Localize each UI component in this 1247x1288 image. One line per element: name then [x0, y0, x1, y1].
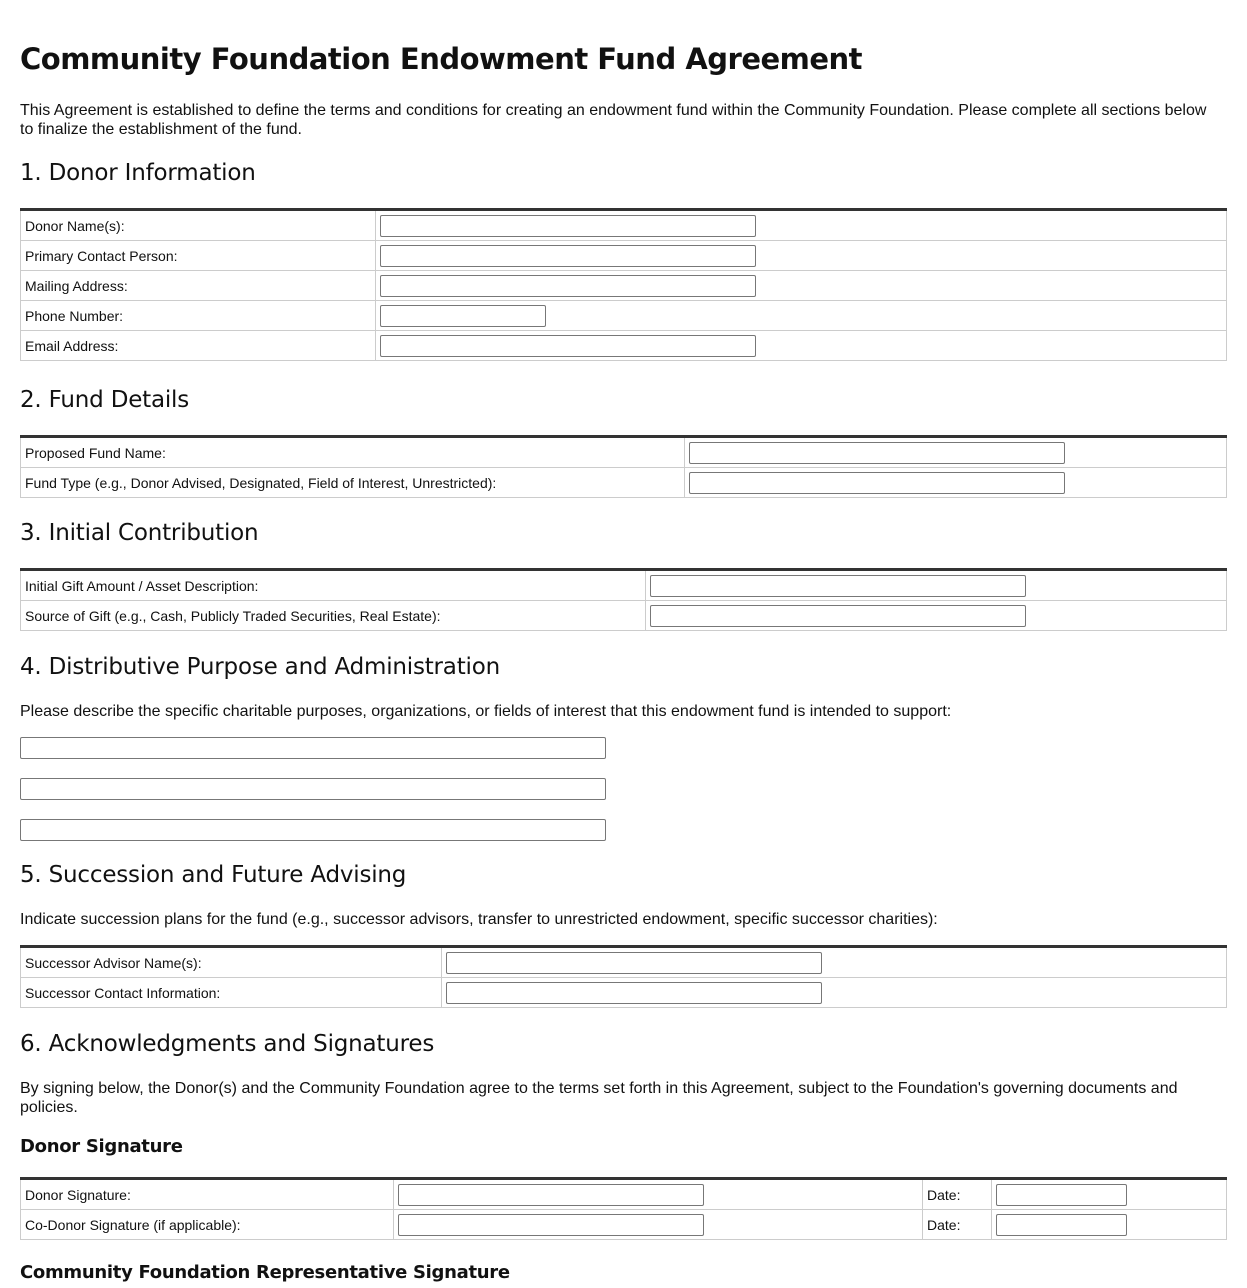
- date-label: Date:: [923, 1179, 992, 1210]
- phone-number-input[interactable]: [380, 305, 546, 327]
- table-row: [21, 437, 1227, 468]
- donor-info-table: [20, 208, 1227, 361]
- donor-name-input[interactable]: [380, 215, 756, 237]
- table-row: [21, 468, 1227, 498]
- table-row: [21, 301, 1227, 331]
- table-row: [21, 978, 1227, 1008]
- field-label: Successor Contact Information:: [21, 978, 442, 1008]
- primary-contact-input[interactable]: [380, 245, 756, 267]
- fund-name-input[interactable]: [689, 442, 1065, 464]
- table-row: [21, 1210, 1227, 1240]
- field-label: Primary Contact Person:: [21, 241, 376, 271]
- field-label: Mailing Address:: [21, 271, 376, 301]
- gift-source-input[interactable]: [650, 605, 1026, 627]
- succession-description: Indicate succession plans for the fund (e.g., successor advisors, transfer to unrestricted endowment, specific successor charities):: [20, 911, 938, 928]
- succession-table: [20, 945, 1227, 1008]
- donor-signature-input[interactable]: [398, 1184, 704, 1206]
- purpose-line-1-input[interactable]: [20, 737, 606, 759]
- section-heading-signatures: 6. Acknowledgments and Signatures: [20, 1031, 435, 1057]
- table-row: [21, 210, 1227, 241]
- purpose-line-2-input[interactable]: [20, 778, 606, 800]
- table-row: [21, 601, 1227, 631]
- table-row: [21, 1179, 1227, 1210]
- field-label: Fund Type (e.g., Donor Advised, Designated, Field of Interest, Unrestricted):: [21, 468, 685, 498]
- section-heading-succession: 5. Succession and Future Advising: [20, 862, 407, 888]
- field-label: Proposed Fund Name:: [21, 437, 685, 468]
- donor-signature-heading: Donor Signature: [20, 1136, 183, 1157]
- mailing-address-input[interactable]: [380, 275, 756, 297]
- co-donor-date-input[interactable]: [996, 1214, 1127, 1236]
- field-label: Phone Number:: [21, 301, 376, 331]
- donor-date-input[interactable]: [996, 1184, 1127, 1206]
- table-row: [21, 271, 1227, 301]
- field-label: Source of Gift (e.g., Cash, Publicly Traded Securities, Real Estate):: [21, 601, 646, 631]
- email-address-input[interactable]: [380, 335, 756, 357]
- purpose-line-3-input[interactable]: [20, 819, 606, 841]
- field-label: Email Address:: [21, 331, 376, 361]
- table-row: [21, 241, 1227, 271]
- successor-advisor-input[interactable]: [446, 952, 822, 974]
- section-heading-purpose: 4. Distributive Purpose and Administration: [20, 654, 500, 680]
- field-label: Initial Gift Amount / Asset Description:: [21, 570, 646, 601]
- signature-table: [20, 1177, 1227, 1240]
- date-label: Date:: [923, 1210, 992, 1240]
- section-heading-donor: 1. Donor Information: [20, 160, 256, 186]
- foundation-signature-heading: Community Foundation Representative Signature: [20, 1262, 510, 1283]
- field-label: Donor Name(s):: [21, 210, 376, 241]
- signatures-description: By signing below, the Donor(s) and the Community Foundation agree to the terms set forth in this Agreement, subject to the Foundation's governing documents and policies.: [20, 1080, 1178, 1116]
- fund-details-table: [20, 435, 1227, 498]
- contribution-table: [20, 568, 1227, 631]
- gift-amount-input[interactable]: [650, 575, 1026, 597]
- section-heading-contribution: 3. Initial Contribution: [20, 520, 259, 546]
- field-label: Donor Signature:: [21, 1179, 394, 1210]
- field-label: Successor Advisor Name(s):: [21, 947, 442, 978]
- table-row: [21, 947, 1227, 978]
- section-heading-fund: 2. Fund Details: [20, 387, 190, 413]
- purpose-description: Please describe the specific charitable purposes, organizations, or fields of interest that this endowment fund is intended to support:: [20, 703, 952, 720]
- table-row: [21, 331, 1227, 361]
- co-donor-signature-input[interactable]: [398, 1214, 704, 1236]
- table-row: [21, 570, 1227, 601]
- fund-type-input[interactable]: [689, 472, 1065, 494]
- intro-text: This Agreement is established to define the terms and conditions for creating an endowment fund within the Community Foundation. Please complete all sections below to finalize the establishment of the fund.: [20, 102, 1207, 138]
- page-title: Community Foundation Endowment Fund Agreement: [20, 42, 863, 76]
- field-label: Co-Donor Signature (if applicable):: [21, 1210, 394, 1240]
- successor-contact-input[interactable]: [446, 982, 822, 1004]
